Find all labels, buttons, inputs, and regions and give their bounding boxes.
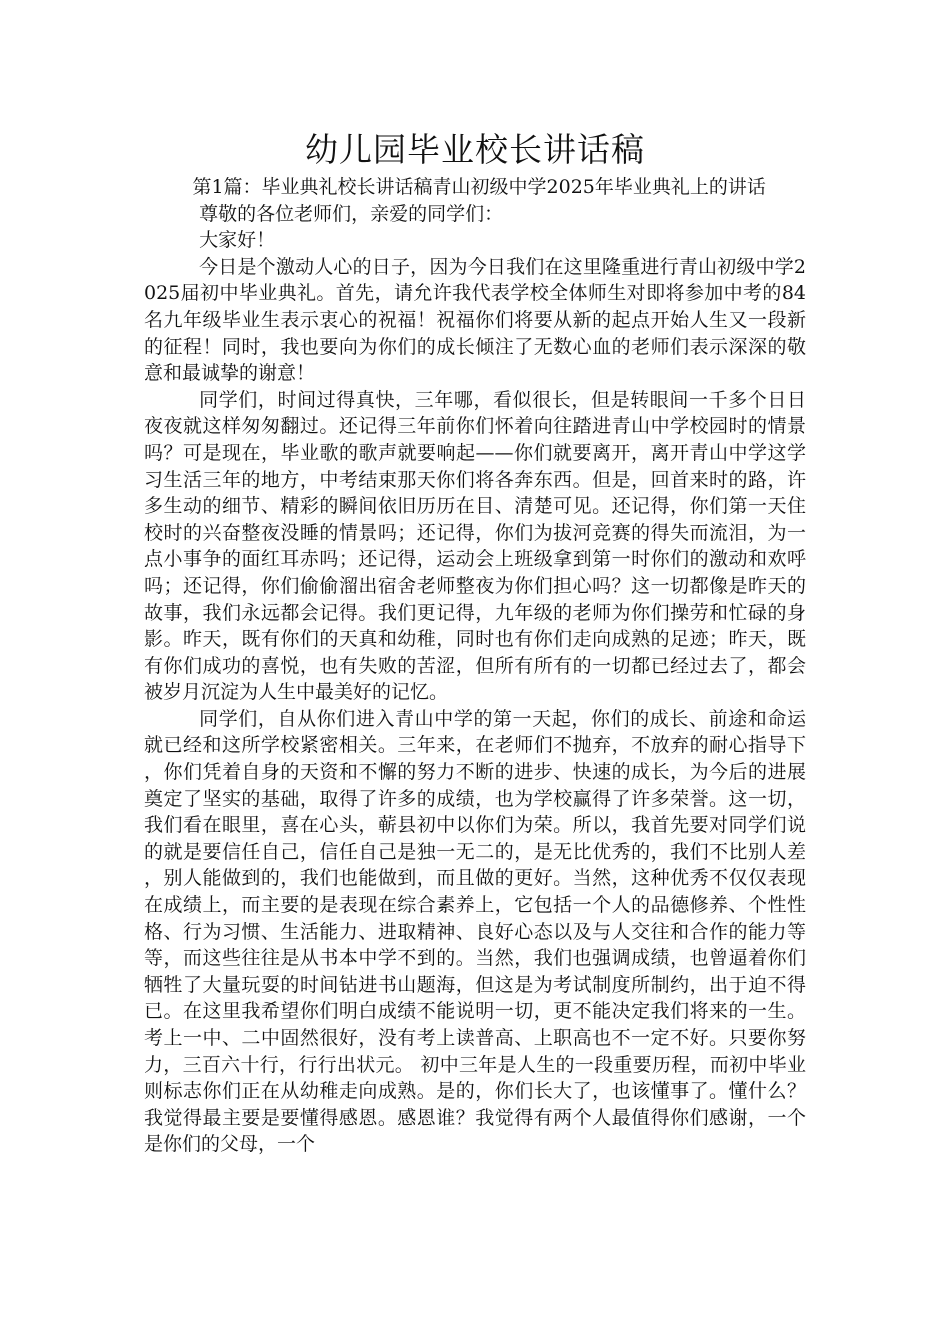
body-paragraph: 同学们，自从你们进入青山中学的第一天起，你们的成长、前途和命运就已经和这所学校紧密相关。三年来，在老师们不抛弃，不放弃的耐心指导下，你们凭着自身的天资和不懈的努力不断的进步、快速的成长，为今后的进展奠定了坚实的基础，取得了许多的成绩，也为学校赢得了许多荣誉。这一切，我们看在眼里，喜在心头，蕲县初中以你们为荣。所以，我首先要对同学们说的就是要信任自己，信任自己是独一无二的，是无比优秀的，我们不比别人差，别人能做到的，我们也能做到，而且做的更好。当然，这种优秀不仅仅表现在成绩上，而主要的是表现在综合素养上，它包括一个人的品德修养、个性性格、行为习惯、生活能力、进取精神、良好心态以及与人交往和合作的能力等等，而这些往往是从书本中学不到的。当然，我们也强调成绩，也曾逼着你们牺牲了大量玩耍的时间钻进书山题海，但这是为考试制度所制约，出于迫不得已。在这里我希望你们明白成绩不能说明一切，更不能决定我们将来的一生。考上一中、二中固然很好，没有考上读普高、上职高也不一定不好。只要你努力，三百六十行，行行出状元。 初中三年是人生的一段重要历程，而初中毕业则标志你们正在从幼稚走向成熟。是的，你们长大了，也该懂事了。懂什么？我觉得最主要是要懂得感恩。感恩谁？我觉得有两个人最值得你们感谢，一个是你们的父母，一个 bbox=[144, 707, 806, 1156]
salutation: 尊敬的各位老师们，亲爱的同学们： bbox=[199, 202, 504, 225]
document-body bbox=[144, 174, 806, 1158]
section-heading: 第1篇：毕业典礼校长讲话稿青山初级中学2025年毕业典礼上的讲话 bbox=[192, 176, 766, 198]
body-paragraph: 同学们，时间过得真快，三年哪，看似很长，但是转眼间一千多个日日夜夜就这样匆匆翻过。还记得三年前你们怀着向往踏进青山中学校园时的情景吗？可是现在，毕业歌的歌声就要响起——你们就要离开，离开青山中学这学习生活三年的地方，中考结束那天你们将各奔东西。但是，回首来时的路，许多生动的细节、精彩的瞬间依旧历历在目、清楚可见。还记得，你们第一天住校时的兴奋整夜没睡的情景吗；还记得，你们为拔河竞赛的得失而流泪，为一点小事争的面红耳赤吗；还记得，运动会上班级拿到第一时你们的激动和欢呼吗；还记得，你们偷偷溜出宿舍老师整夜为你们担心吗？这一切都像是昨天的故事，我们永远都会记得。我们更记得，九年级的老师为你们操劳和忙碌的身影。昨天，既有你们的天真和幼稚，同时也有你们走向成熟的足迹；昨天，既有你们成功的喜悦，也有失败的苦涩，但所有所有的一切都已经过去了，都会被岁月沉淀为人生中最美好的记忆。 bbox=[144, 388, 806, 704]
body-paragraph: 今日是个激动人心的日子，因为今日我们在这里隆重进行青山初级中学2025届初中毕业典礼。首先，请允许我代表学校全体师生对即将参加中考的84名九年级毕业生表示衷心的祝福！祝福你们将要从新的起点开始人生又一段新的征程！同时，我也要向为你们的成长倾注了无数心血的老师们表示深深的敬意和最诚挚的谢意！ bbox=[144, 255, 806, 385]
document-title: 幼儿园毕业校长讲话稿 bbox=[305, 130, 645, 169]
greeting: 大家好！ bbox=[199, 229, 276, 252]
